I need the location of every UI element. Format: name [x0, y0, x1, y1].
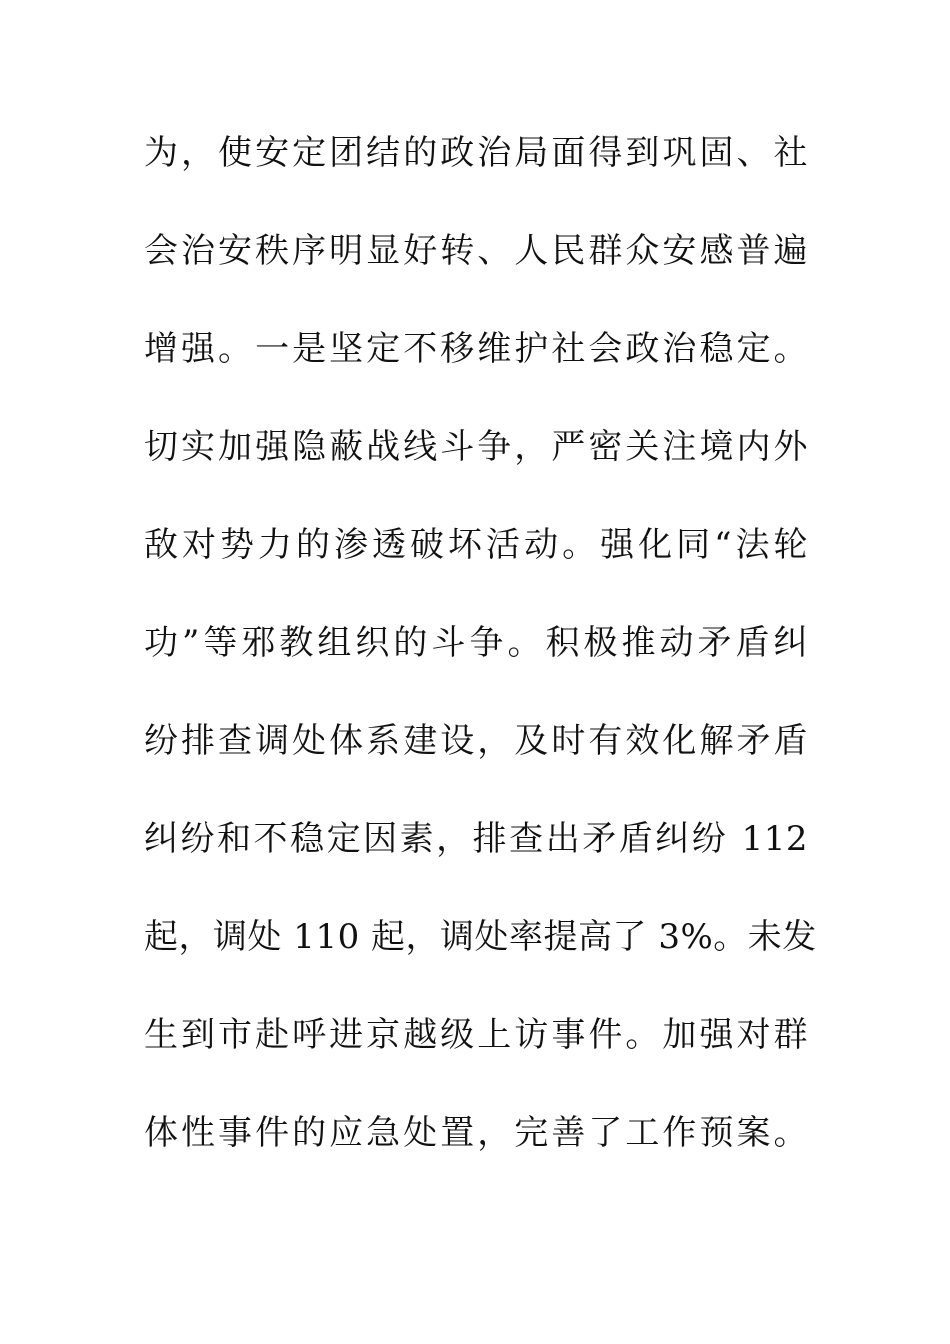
text-line: 体性事件的应急处置，完善了工作预案。 — [144, 1113, 808, 1153]
text-line: 纷排查调处体系建设，及时有效化解矛盾 — [144, 721, 808, 761]
text-line: 起，调处 110 起，调处率提高了 3%。未发 — [144, 917, 817, 957]
body-text — [144, 124, 817, 1202]
text-line: 增强。一是坚定不移维护社会政治稳定。 — [144, 329, 808, 369]
text-line: 切实加强隐蔽战线斗争，严密关注境内外 — [144, 427, 808, 467]
text-line: 敌对势力的渗透破坏活动。强化同“法轮 — [144, 525, 808, 565]
text-line: 会治安秩序明显好转、人民群众安感普遍 — [144, 231, 808, 271]
text-line: 生到市赴呼进京越级上访事件。加强对群 — [144, 1015, 808, 1055]
text-line: 功”等邪教组织的斗争。积极推动矛盾纠 — [144, 623, 808, 663]
text-line: 纠纷和不稳定因素，排查出矛盾纠纷 112 — [144, 819, 808, 859]
text-line: 为，使安定团结的政治局面得到巩固、社 — [144, 133, 808, 173]
